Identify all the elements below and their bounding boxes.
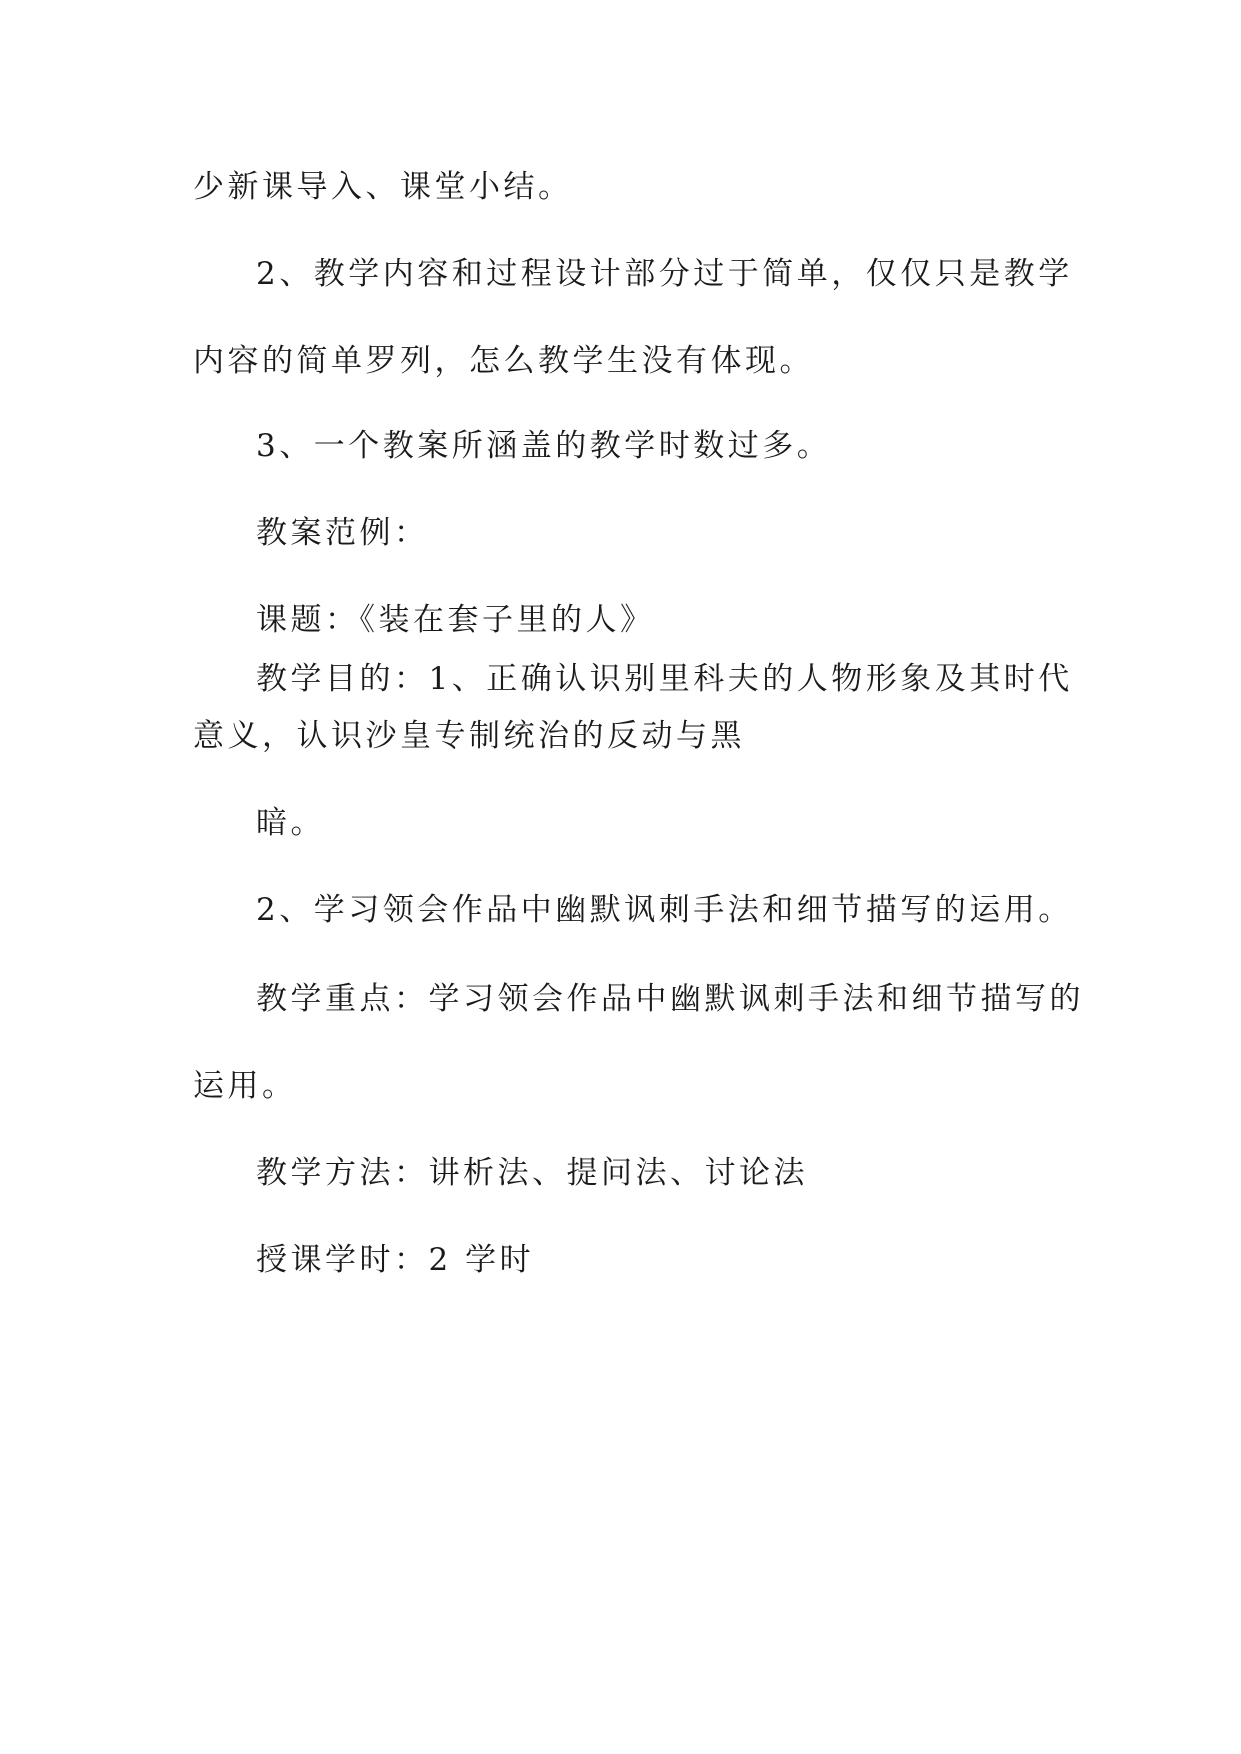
text-line-5: 教案范例： xyxy=(256,515,429,551)
text-line-13: 教学方法：讲析法、提问法、讨论法 xyxy=(256,1155,808,1191)
text-line-8: 意义，认识沙皇专制统治的反动与黑 xyxy=(193,718,745,754)
text-line-2: 2、教学内容和过程设计部分过于简单，仅仅只是教学 xyxy=(256,256,1073,292)
text-line-12: 运用。 xyxy=(193,1068,297,1104)
text-line-4: 3、一个教案所涵盖的教学时数过多。 xyxy=(256,428,832,464)
text-line-3: 内容的简单罗列，怎么教学生没有体现。 xyxy=(193,343,814,379)
text-line-9: 暗。 xyxy=(256,805,325,841)
text-line-6: 课题：《装在套子里的人》 xyxy=(256,602,655,638)
text-line-7: 教学目的：1、正确认识别里科夫的人物形象及其时代 xyxy=(256,661,1073,697)
text-line-10: 2、学习领会作品中幽默讽刺手法和细节描写的运用。 xyxy=(256,892,1073,928)
text-line-11: 教学重点：学习领会作品中幽默讽刺手法和细节描写的 xyxy=(256,981,1084,1017)
text-line-1: 少新课导入、课堂小结。 xyxy=(193,169,573,205)
text-line-14: 授课学时：2 学时 xyxy=(256,1242,535,1278)
